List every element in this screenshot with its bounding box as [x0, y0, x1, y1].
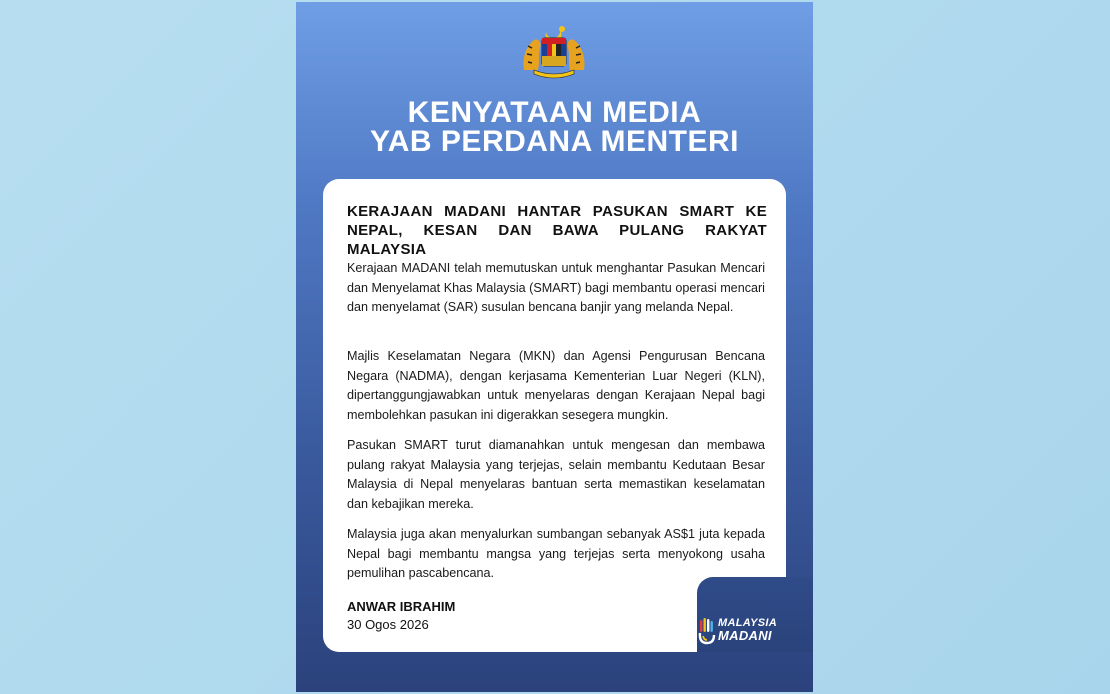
statement-headline: KERAJAAN MADANI HANTAR PASUKAN SMART KE NEPAL, KESAN DAN BAWA PULANG RAKYAT MALAYSIA [347, 203, 767, 258]
statement-card [323, 179, 786, 652]
statement-paragraph-4: Malaysia juga akan menyalurkan sumbangan sebanyak AS$1 juta kepada Nepal bagi membantu mangsa yang terjejas serta menyokong usaha pemulihan pascabencana. [347, 527, 765, 580]
madani-hand-icon [698, 617, 716, 645]
statement-paragraph-1: Kerajaan MADANI telah memutuskan untuk menghantar Pasukan Mencari dan Menyelamat Khas Malaysia (SMART) bagi membantu operasi mencari dan menyelamat (SAR) susulan bencana banjir yang melanda Nepal. [347, 261, 765, 314]
media-statement-poster [296, 2, 813, 692]
signer-name: ANWAR IBRAHIM [347, 599, 456, 614]
statement-paragraph-2: Majlis Keselamatan Negara (MKN) dan Agensi Pengurusan Bencana Negara (NADMA), dengan kerjasama Kementerian Luar Negeri (KLN), dipertanggungjawabkan untuk menyelaras dengan Kerajaan Nepal bagi membolehkan pasukan ini digerakkan sesegera mungkin. [347, 349, 765, 422]
logo-text-line1: MALAYSIA [718, 617, 778, 629]
statement-paragraph-3: Pasukan SMART turut diamanahkan untuk mengesan dan membawa pulang rakyat Malaysia yang terjejas, selain membantu Kedutaan Besar Malaysia di Nepal menyelaras bantuan serta memastikan keselamatan dan kebajikan mereka. [347, 438, 765, 511]
statement-date: 30 Ogos 2026 [347, 617, 429, 632]
logo-text-line2: MADANI [718, 628, 772, 643]
malaysia-madani-logo [698, 617, 788, 645]
poster-title-line2: YAB PERDANA MENTERI [370, 125, 739, 158]
coat-of-arms-icon [520, 24, 588, 80]
poster-title-line1: KENYATAAN MEDIA [407, 96, 702, 129]
